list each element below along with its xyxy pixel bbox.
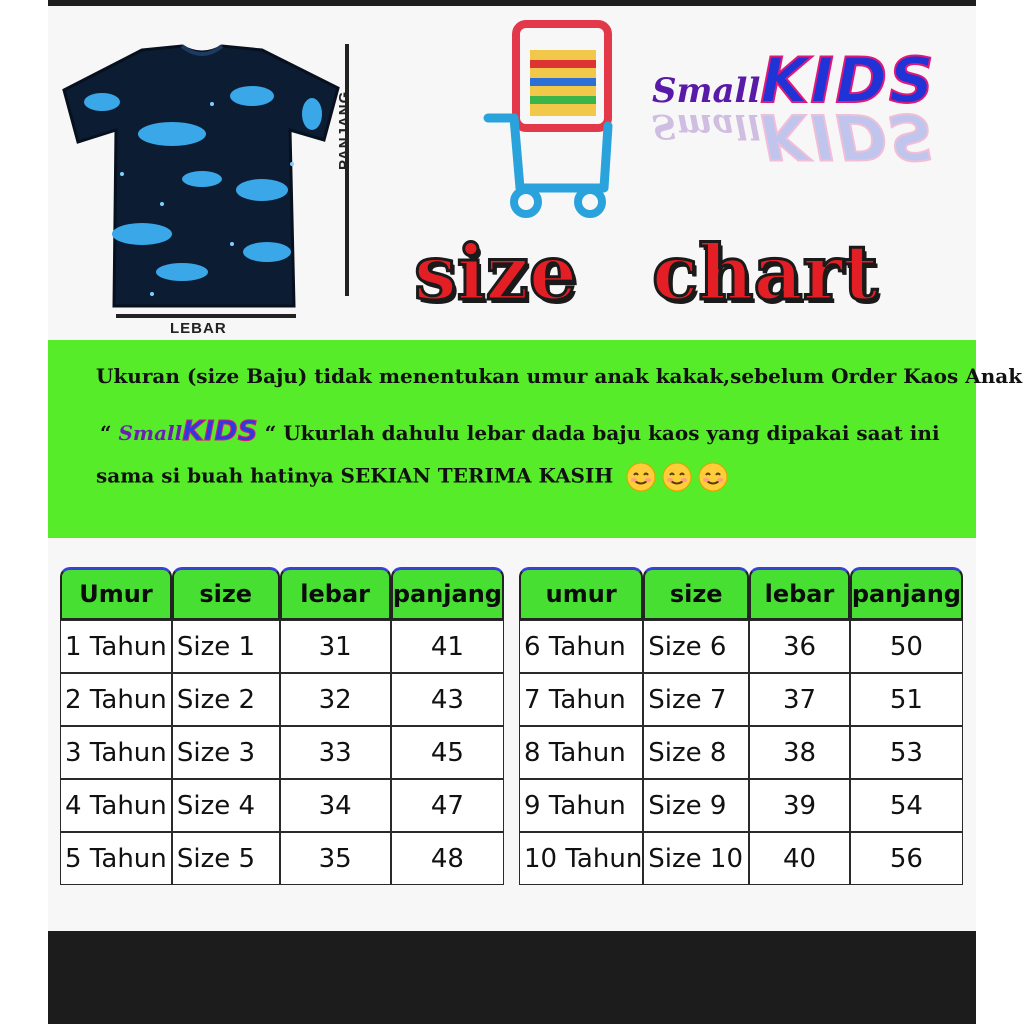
size-cell: Size 4 bbox=[172, 779, 280, 832]
age-cell: 9 Tahun bbox=[519, 779, 643, 832]
length-cell: 47 bbox=[391, 779, 504, 832]
width-cell: 33 bbox=[280, 726, 391, 779]
note-line-3-text: sama si buah hatinya SEKIAN TERIMA KASIH bbox=[96, 463, 614, 488]
length-cell: 56 bbox=[850, 832, 963, 885]
size-table-right bbox=[519, 567, 963, 885]
age-cell: 2 Tahun bbox=[60, 673, 172, 726]
brand-logo-reflection bbox=[652, 100, 936, 173]
table-row bbox=[519, 779, 963, 832]
header-lebar: lebar bbox=[749, 567, 850, 620]
table-row bbox=[60, 779, 504, 832]
note-line-2 bbox=[100, 414, 940, 447]
table-header-row bbox=[60, 567, 504, 620]
table-row bbox=[60, 726, 504, 779]
table-row bbox=[60, 673, 504, 726]
width-measure-line bbox=[116, 314, 296, 318]
length-cell: 51 bbox=[850, 673, 963, 726]
length-cell: 48 bbox=[391, 832, 504, 885]
table-row bbox=[519, 673, 963, 726]
width-cell: 37 bbox=[749, 673, 850, 726]
left-margin bbox=[0, 0, 48, 1024]
brand-small-text: Small bbox=[652, 71, 761, 111]
right-margin bbox=[976, 0, 1024, 1024]
length-cell: 43 bbox=[391, 673, 504, 726]
length-cell: 53 bbox=[850, 726, 963, 779]
age-cell: 8 Tahun bbox=[519, 726, 643, 779]
length-cell: 50 bbox=[850, 620, 963, 673]
size-cell: Size 5 bbox=[172, 832, 280, 885]
age-cell: 10 Tahun bbox=[519, 832, 643, 885]
table-header-row bbox=[519, 567, 963, 620]
heading-chart-word: chart bbox=[652, 228, 878, 317]
table-row bbox=[519, 620, 963, 673]
table-row bbox=[519, 726, 963, 779]
width-cell: 32 bbox=[280, 673, 391, 726]
size-cell: Size 1 bbox=[172, 620, 280, 673]
width-label: LEBAR bbox=[170, 320, 227, 337]
age-cell: 4 Tahun bbox=[60, 779, 172, 832]
length-cell: 45 bbox=[391, 726, 504, 779]
dinosaur-tshirt-image bbox=[62, 44, 342, 314]
smiling-face-emoji-icon bbox=[626, 462, 656, 492]
note-line-3 bbox=[96, 462, 728, 492]
header-umur: Umur bbox=[60, 567, 172, 620]
header-umur: umur bbox=[519, 567, 643, 620]
size-cell: Size 7 bbox=[643, 673, 749, 726]
width-cell: 34 bbox=[280, 779, 391, 832]
size-cell: Size 6 bbox=[643, 620, 749, 673]
note-brand-kids: KIDS bbox=[182, 414, 258, 447]
width-cell: 36 bbox=[749, 620, 850, 673]
size-cell: Size 2 bbox=[172, 673, 280, 726]
header-panjang: panjang bbox=[391, 567, 504, 620]
age-cell: 7 Tahun bbox=[519, 673, 643, 726]
brand-kids-text: KIDS bbox=[760, 44, 936, 117]
size-cell: Size 8 bbox=[643, 726, 749, 779]
size-cell: Size 3 bbox=[172, 726, 280, 779]
age-cell: 6 Tahun bbox=[519, 620, 643, 673]
note-brand-small: Small bbox=[118, 421, 183, 445]
bottom-bar bbox=[48, 931, 976, 1024]
smiling-face-emoji-icon bbox=[698, 462, 728, 492]
size-cell: Size 10 bbox=[643, 832, 749, 885]
width-cell: 40 bbox=[749, 832, 850, 885]
length-measure-line bbox=[345, 44, 349, 296]
smiling-face-emoji-icon bbox=[662, 462, 692, 492]
age-cell: 5 Tahun bbox=[60, 832, 172, 885]
width-cell: 35 bbox=[280, 832, 391, 885]
note-line-2-text: “ Ukurlah dahulu lebar dada baju kaos yang dipakai saat ini bbox=[257, 421, 940, 445]
header-panjang: panjang bbox=[850, 567, 963, 620]
width-cell: 38 bbox=[749, 726, 850, 779]
note-line-1: Ukuran (size Baju) tidak menentukan umur anak kakak,sebelum Order Kaos Anak bbox=[96, 364, 1023, 388]
header-size: size bbox=[172, 567, 280, 620]
heading-size-word: size bbox=[414, 228, 578, 317]
header-size: size bbox=[643, 567, 749, 620]
length-cell: 54 bbox=[850, 779, 963, 832]
open-quote: “ bbox=[100, 421, 112, 445]
size-table-left bbox=[60, 567, 504, 885]
header-lebar: lebar bbox=[280, 567, 391, 620]
age-cell: 1 Tahun bbox=[60, 620, 172, 673]
brand-small-reflection: Small bbox=[652, 106, 761, 146]
table-row bbox=[60, 620, 504, 673]
length-label: PANJANG bbox=[336, 90, 353, 170]
length-cell: 41 bbox=[391, 620, 504, 673]
width-cell: 31 bbox=[280, 620, 391, 673]
size-cell: Size 9 bbox=[643, 779, 749, 832]
table-row bbox=[60, 832, 504, 885]
brand-kids-reflection: KIDS bbox=[760, 100, 936, 173]
table-row bbox=[519, 832, 963, 885]
mobile-shopping-cart-icon bbox=[480, 20, 620, 220]
width-cell: 39 bbox=[749, 779, 850, 832]
age-cell: 3 Tahun bbox=[60, 726, 172, 779]
